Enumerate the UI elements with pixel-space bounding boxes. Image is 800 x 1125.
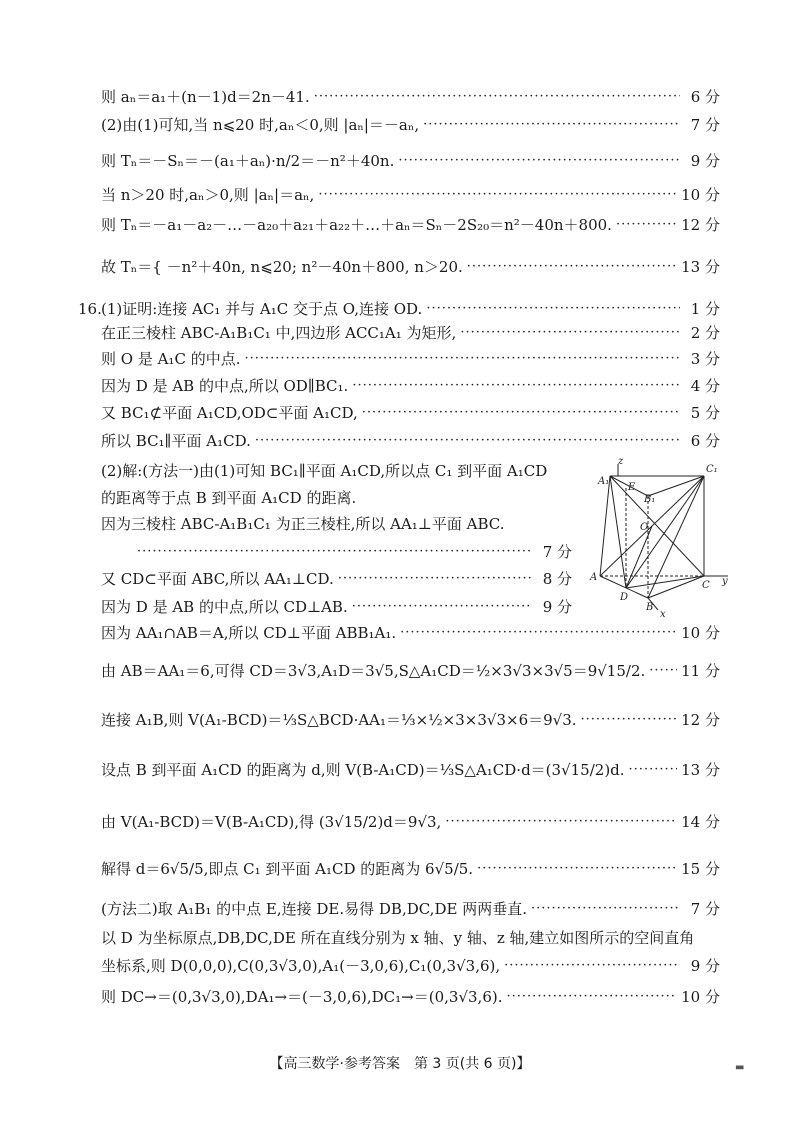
solution-line: 以 D 为坐标原点,DB,DC,DE 所在直线分别为 x 轴、y 轴、z 轴,建立如图所示的空间直角 <box>101 929 695 947</box>
score-label: 6 分 <box>690 432 720 450</box>
solution-line: 坐标系,则 D(0,0,0),C(0,3√3,0),A₁(－3,0,6),C₁(0,3√3,6), ····· 9 分 <box>101 955 720 977</box>
score-label: 4 分 <box>690 377 720 395</box>
label-b1: B₁ <box>644 494 656 505</box>
solution-line: 则 DC→＝(0,3√3,0),DA₁→＝(－3,0,6),DC₁→＝(0,3√3,6). ····· 10 分 <box>101 986 720 1008</box>
solution-line: 的距离等于点 B 到平面 A₁CD 的距离. <box>101 489 357 507</box>
leader-dots <box>507 986 678 1008</box>
score-label: 12 分 <box>681 711 720 729</box>
leader-dots <box>616 214 677 236</box>
label-b: B <box>646 602 654 613</box>
leader-dots <box>467 256 677 278</box>
score-label: 7 分 <box>542 543 572 561</box>
solution-line: 因为 D 是 AB 的中点,所以 CD⊥AB. ····· 9 分 <box>101 596 572 618</box>
leader-dots <box>629 759 678 781</box>
score-label: 6 分 <box>690 88 720 106</box>
leader-dots <box>314 86 680 108</box>
label-c1: C₁ <box>706 464 718 475</box>
leader-dots <box>581 709 678 731</box>
solution-line: 解得 d＝6√5/5,即点 C₁ 到平面 A₁CD 的距离为 6√5/5. ····· 15 分 <box>101 858 720 880</box>
label-e: E <box>628 482 636 493</box>
leader-dots <box>531 898 680 920</box>
leader-dots <box>423 114 680 136</box>
prism-figure <box>588 458 733 618</box>
solution-line: (2)解:(方法一)由(1)可知 BC₁∥平面 A₁CD,所以点 C₁ 到平面 A₁CD <box>101 462 548 480</box>
corner-mark: ▬ <box>735 1062 745 1073</box>
score-label: 9 分 <box>542 598 572 616</box>
label-d: D <box>620 592 629 603</box>
leader-dots <box>352 375 680 397</box>
leader-dots <box>255 430 680 452</box>
score-label: 5 分 <box>690 404 720 422</box>
score-label: 10 分 <box>681 988 720 1006</box>
score-label: 13 分 <box>681 258 720 276</box>
solution-line: 当 n＞20 时,aₙ＞0,则 |aₙ|＝aₙ, ····· 10 分 <box>101 184 720 206</box>
solution-line: 则 O 是 A₁C 的中点. ····· 3 分 <box>101 348 720 370</box>
solution-line: 因为 D 是 AB 的中点,所以 OD∥BC₁. ····· 4 分 <box>101 375 720 397</box>
leader-dots <box>137 541 532 563</box>
score-label: 8 分 <box>542 570 572 588</box>
label-y: y <box>722 576 728 587</box>
score-label: 3 分 <box>690 350 720 368</box>
solution-line: (2)由(1)可知,当 n⩽20 时,aₙ＜0,则 |aₙ|＝－aₙ, ····· 7 分 <box>101 114 720 136</box>
solution-line: 由 AB＝AA₁＝6,可得 CD＝3√3,A₁D＝3√5,S△A₁CD＝½×3√3×3√5＝9√15/2. ····· 11 分 <box>101 660 720 682</box>
leader-dots <box>362 402 680 424</box>
solution-line: 故 Tₙ＝{ －n²＋40n, n⩽20; n²－40n＋800, n＞20. ····· 13 分 <box>101 256 720 278</box>
solution-line: 则 aₙ＝a₁＋(n－1)d＝2n－41. ····· 6 分 <box>101 86 720 108</box>
leader-dots <box>504 955 680 977</box>
leader-dots <box>244 348 680 370</box>
problem-number: 16. <box>78 300 102 318</box>
score-label: 11 分 <box>681 662 720 680</box>
score-label: 7 分 <box>690 900 720 918</box>
score-label: 10 分 <box>681 186 720 204</box>
leader-dots <box>318 184 677 206</box>
score-label: 7 分 <box>690 116 720 134</box>
solution-line <box>133 541 572 563</box>
label-z: z <box>618 458 624 467</box>
leader-dots <box>477 858 677 880</box>
solution-line: 又 BC₁⊄平面 A₁CD,OD⊂平面 A₁CD, ····· 5 分 <box>101 402 720 424</box>
leader-dots <box>426 298 680 320</box>
leader-dots <box>338 568 532 590</box>
page-footer: 【高三数学·参考答案 第 3 页(共 6 页)】 <box>269 1056 531 1072</box>
solution-line: 所以 BC₁∥平面 A₁CD. ····· 6 分 <box>101 430 720 452</box>
score-label: 2 分 <box>690 324 720 342</box>
solution-line: 连接 A₁B,则 V(A₁-BCD)＝⅓S△BCD·AA₁＝⅓×½×3×3√3×6＝9√3. ····· 12 分 <box>101 709 720 731</box>
solution-line: 因为 AA₁∩AB＝A,所以 CD⊥平面 ABB₁A₁. ····· 10 分 <box>101 622 720 644</box>
leader-dots <box>398 150 680 172</box>
solution-line: 因为三棱柱 ABC-A₁B₁C₁ 为正三棱柱,所以 AA₁⊥平面 ABC. <box>101 515 505 533</box>
label-a: A <box>590 572 598 583</box>
solution-line: 又 CD⊂平面 ABC,所以 AA₁⊥CD. ····· 8 分 <box>101 568 572 590</box>
leader-dots <box>460 322 680 344</box>
score-label: 9 分 <box>690 152 720 170</box>
score-label: 1 分 <box>690 300 720 318</box>
label-o: O <box>640 522 649 533</box>
solution-line: 在正三棱柱 ABC-A₁B₁C₁ 中,四边形 ACC₁A₁ 为矩形, ····· 2 分 <box>101 322 720 344</box>
score-label: 9 分 <box>690 957 720 975</box>
solution-line: 由 V(A₁-BCD)＝V(B-A₁CD),得 (3√15/2)d＝9√3, ····· 14 分 <box>101 811 720 833</box>
score-label: 12 分 <box>681 216 720 234</box>
label-x: x <box>660 609 666 618</box>
label-c: C <box>702 580 710 591</box>
solution-line: 设点 B 到平面 A₁CD 的距离为 d,则 V(B-A₁CD)＝⅓S△A₁CD·d＝(3√15/2)d. ····· 13 分 <box>101 759 720 781</box>
solution-line: (方法二)取 A₁B₁ 的中点 E,连接 DE.易得 DB,DC,DE 两两垂直. ····· 7 分 <box>101 898 720 920</box>
solution-line: 则 Tₙ＝－a₁－a₂－…－a₂₀＋a₂₁＋a₂₂＋…＋aₙ＝Sₙ－2S₂₀＝n²－40n＋800. ····· 12 分 <box>101 214 720 236</box>
leader-dots <box>445 811 677 833</box>
label-a1: A₁ <box>598 476 610 487</box>
leader-dots <box>400 622 677 644</box>
score-label: 14 分 <box>681 813 720 831</box>
leader-dots <box>649 660 677 682</box>
score-label: 10 分 <box>681 624 720 642</box>
solution-line: (1)证明:连接 AC₁ 并与 A₁C 交于点 O,连接 OD. ····· 1 分 <box>101 298 720 320</box>
score-label: 13 分 <box>681 761 720 779</box>
solution-line: 则 Tₙ＝－Sₙ＝－(a₁＋aₙ)·n/2＝－n²＋40n. ····· 9 分 <box>101 150 720 172</box>
leader-dots <box>352 596 532 618</box>
score-label: 15 分 <box>681 860 720 878</box>
